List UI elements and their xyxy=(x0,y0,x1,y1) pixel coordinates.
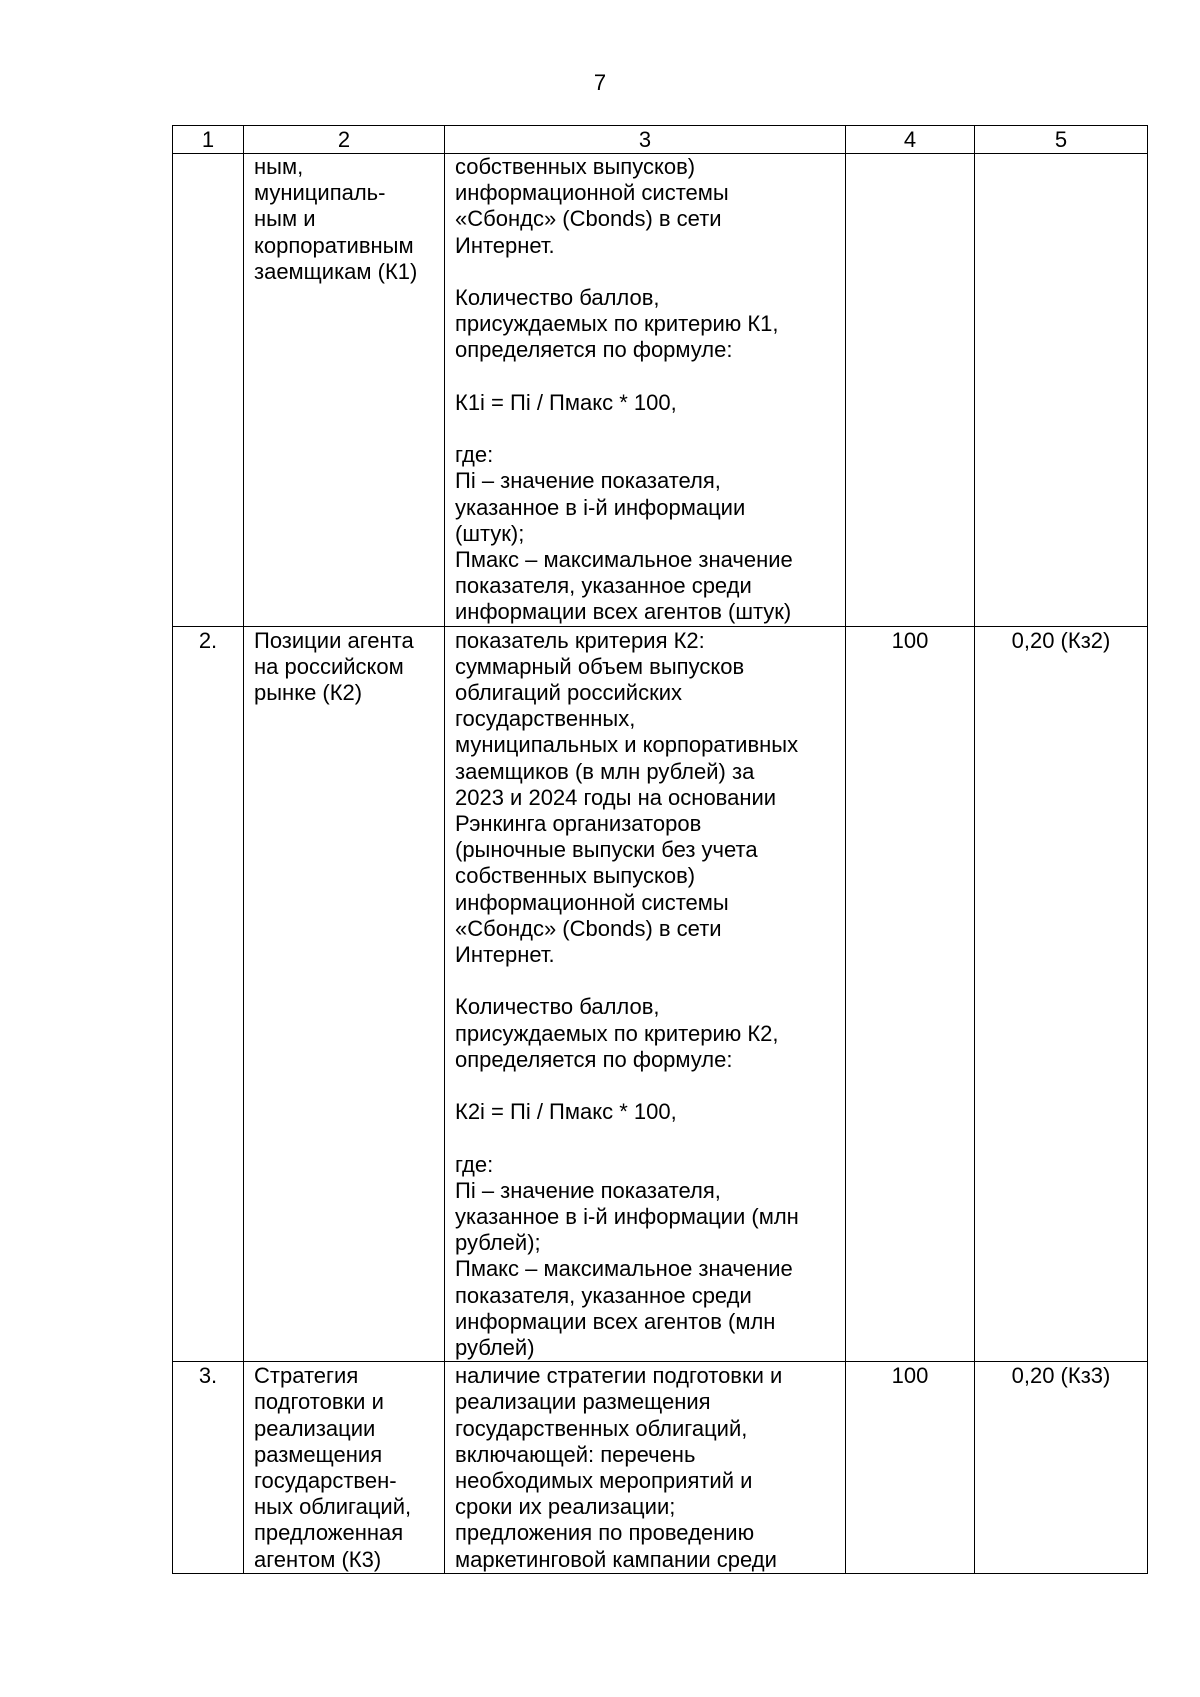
description-paragraph: Количество баллов, присуждаемых по критерию К2, определяется по формуле: xyxy=(455,994,779,1072)
description-cell xyxy=(445,626,846,1362)
description-cell xyxy=(445,1362,846,1574)
weight-cell: 0,20 (Кз2) xyxy=(975,626,1148,1362)
criterion-cell xyxy=(244,154,445,627)
description-paragraph: где: Пi – значение показателя, указанное в i-й информации (штук); Пмакс – максимальное значение показателя, указанное среди информации всех агентов (штук) xyxy=(455,442,793,625)
table-header-row xyxy=(173,126,1148,154)
header-col-4: 4 xyxy=(846,126,975,154)
table-row-3 xyxy=(173,1362,1148,1574)
max-score-cell: 100 xyxy=(846,1362,975,1574)
description-paragraph: показатель критерия К2: суммарный объем выпусков облигаций российских государственных, муниципальных и корпоративных заемщиков (в млн рублей) за 2023 и 2024 годы на основании Рэнкинга организаторов (рыночные выпуски без учета собственных выпусков) информационной системы «Сбондс» (Cbonds) в сети Интернет. xyxy=(455,627,799,968)
formula-text: К2i = Пi / Пмакс * 100, xyxy=(455,1099,677,1125)
weight-cell xyxy=(975,154,1148,627)
weight-cell: 0,20 (Кз3) xyxy=(975,1362,1148,1574)
row-number-cell: 2. xyxy=(173,626,244,1362)
header-col-3: 3 xyxy=(445,126,846,154)
table-row-continuation xyxy=(173,154,1148,627)
criterion-text: Позиции агента на российском рынке (К2) xyxy=(254,627,414,706)
description-paragraph: наличие стратегии подготовки и реализации размещения государственных облигаций, включающей: перечень необходимых мероприятий и сроки их реализации; предложения по проведению маркетинговой кампании среди xyxy=(455,1363,783,1572)
header-col-1: 1 xyxy=(173,126,244,154)
criteria-table xyxy=(172,125,1148,1574)
page-number: 7 xyxy=(593,70,607,95)
criterion-text: Стратегия подготовки и реализации размещения государствен- ных облигаций, предложенная агентом (К3) xyxy=(254,1363,412,1572)
header-col-2: 2 xyxy=(244,126,445,154)
row-number-cell xyxy=(173,154,244,627)
max-score-cell xyxy=(846,154,975,627)
criterion-cell xyxy=(244,626,445,1362)
description-cell xyxy=(445,154,846,627)
row-number-cell: 3. xyxy=(173,1362,244,1574)
description-paragraph: Количество баллов, присуждаемых по критерию К1, определяется по формуле: xyxy=(455,285,779,363)
description-paragraph: где: Пi – значение показателя, указанное в i-й информации (млн рублей); Пмакс – максимальное значение показателя, указанное среди информации всех агентов (млн рублей) xyxy=(455,1151,799,1361)
criterion-cell xyxy=(244,1362,445,1574)
header-col-5: 5 xyxy=(975,126,1148,154)
description-paragraph: собственных выпусков) информационной системы «Сбондс» (Cbonds) в сети Интернет. xyxy=(455,154,729,258)
formula-text: К1i = Пi / Пмакс * 100, xyxy=(455,389,677,415)
table-row-2 xyxy=(173,626,1148,1362)
criterion-text: ным, муниципаль- ным и корпоративным заемщикам (К1) xyxy=(254,154,418,284)
max-score-cell: 100 xyxy=(846,626,975,1362)
